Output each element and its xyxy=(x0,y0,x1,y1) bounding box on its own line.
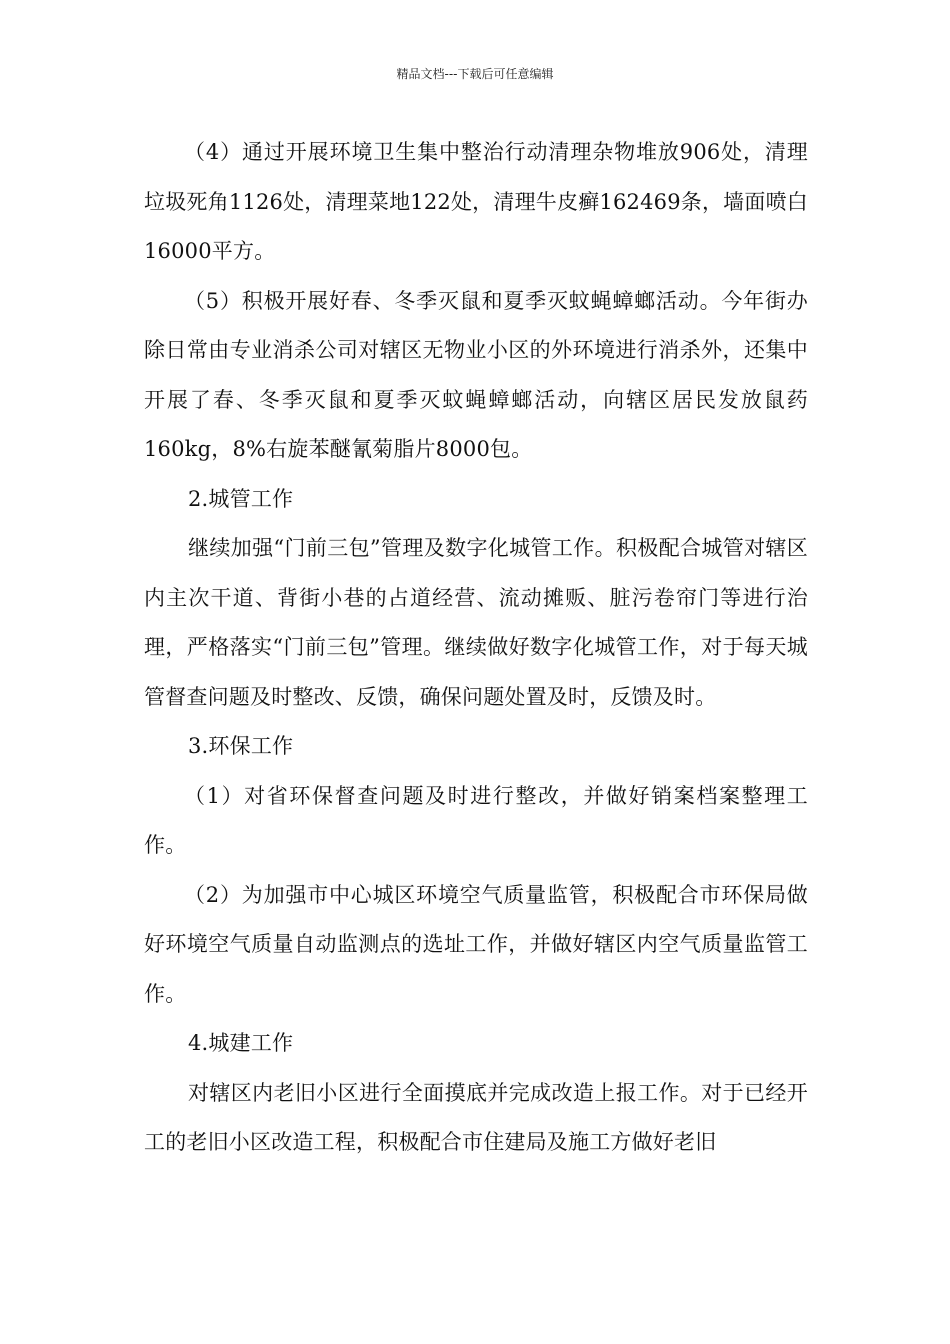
document-body xyxy=(144,128,808,1168)
paragraph-environmental-2: （2）为加强市中心城区环境空气质量监管，积极配合市环保局做好环境空气质量自动监测点的选址工作，并做好辖区内空气质量监管工作。 xyxy=(144,882,808,1006)
section-heading-urban-management: 2.城管工作 xyxy=(188,486,294,511)
section-heading-environmental: 3.环保工作 xyxy=(188,734,294,758)
paragraph-urban-management: 继续加强“门前三包”管理及数字化城管工作。积极配合城管对辖区内主次干道、背街小巷的占道经营、流动摊贩、脏污卷帘门等进行治理，严格落实“门前三包”管理。继续做好数字化城管工作，对于每天城管督查问题及时整改、反馈，确保问题处置及时，反馈及时。 xyxy=(144,536,808,709)
paragraph-environmental-1: （1）对省环保督查问题及时进行整改，并做好销案档案整理工作。 xyxy=(144,783,808,857)
paragraph-item-5: （5）积极开展好春、冬季灭鼠和夏季灭蚊蝇蟑螂活动。今年街办除日常由专业消杀公司对辖区无物业小区的外环境进行消杀外，还集中开展了春、冬季灭鼠和夏季灭蚊蝇蟑螂活动，向辖区居民发放鼠药160kg，8%右旋苯醚氰菊脂片8000包。 xyxy=(144,288,808,461)
section-heading-construction: 4.城建工作 xyxy=(188,1031,294,1055)
paragraph-item-4: （4）通过开展环境卫生集中整治行动清理杂物堆放906处，清理垃圾死角1126处，清理菜地122处，清理牛皮癣162469条，墙面喷白16000平方。 xyxy=(144,140,808,263)
paragraph-construction: 对辖区内老旧小区进行全面摸底并完成改造上报工作。对于已经开工的老旧小区改造工程，积极配合市住建局及施工方做好老旧 xyxy=(144,1080,808,1154)
page-header: 精品文档---下载后可任意编辑 xyxy=(396,67,554,81)
